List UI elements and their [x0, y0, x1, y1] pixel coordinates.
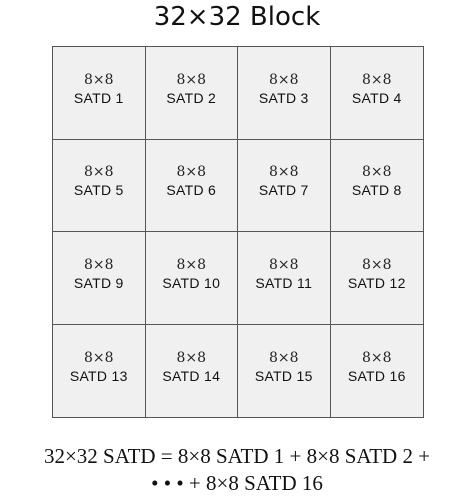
- sub-block-label: SATD 8: [351, 182, 402, 199]
- sub-block-6: [146, 140, 239, 233]
- sub-block-label: SATD 9: [73, 274, 124, 291]
- sub-block-8: [331, 140, 424, 233]
- sub-block-label: SATD 4: [351, 89, 402, 106]
- sub-block-label: SATD 11: [255, 274, 313, 291]
- sub-block-label: SATD 6: [166, 182, 217, 199]
- sub-block-label: SATD 16: [347, 367, 406, 384]
- formula-line-1: 32×32 SATD = 8×8 SATD 1 + 8×8 SATD 2 +: [43, 444, 431, 468]
- sub-block-15: [238, 325, 331, 418]
- sub-block-5: [53, 140, 146, 233]
- sub-block-size: 8×8: [361, 71, 392, 88]
- formula-line-2: • • • + 8×8 SATD 16: [151, 471, 323, 495]
- sub-block-size: 8×8: [176, 256, 207, 273]
- sub-block-label: SATD 12: [347, 274, 406, 291]
- sub-block-9: [53, 232, 146, 325]
- sub-block-label: SATD 5: [73, 182, 124, 199]
- sub-block-4: [331, 47, 424, 140]
- sub-block-label: SATD 10: [162, 274, 221, 291]
- sub-block-10: [146, 232, 239, 325]
- sub-block-size: 8×8: [361, 256, 392, 273]
- sub-block-label: SATD 1: [73, 89, 124, 106]
- sub-block-label: SATD 3: [258, 89, 309, 106]
- sub-block-label: SATD 7: [258, 182, 309, 199]
- sub-block-1: [53, 47, 146, 140]
- sub-block-size: 8×8: [268, 256, 299, 273]
- diagram-title: 32×32 Block: [153, 2, 321, 32]
- sub-block-label: SATD 13: [69, 367, 128, 384]
- sub-block-label: SATD 2: [166, 89, 217, 106]
- sub-block-size: 8×8: [361, 349, 392, 366]
- sub-block-label: SATD 14: [162, 367, 221, 384]
- sub-block-16: [331, 325, 424, 418]
- sub-block-size: 8×8: [176, 164, 207, 181]
- sub-block-2: [146, 47, 239, 140]
- block-grid: [52, 46, 424, 418]
- sub-block-13: [53, 325, 146, 418]
- sub-block-11: [238, 232, 331, 325]
- sub-block-size: 8×8: [176, 349, 207, 366]
- sub-block-size: 8×8: [83, 349, 114, 366]
- sub-block-size: 8×8: [268, 71, 299, 88]
- sub-block-7: [238, 140, 331, 233]
- sub-block-size: 8×8: [83, 71, 114, 88]
- sub-block-label: SATD 15: [254, 367, 313, 384]
- sub-block-size: 8×8: [361, 164, 392, 181]
- sub-block-size: 8×8: [83, 256, 114, 273]
- sub-block-3: [238, 47, 331, 140]
- sub-block-size: 8×8: [268, 349, 299, 366]
- sub-block-size: 8×8: [268, 164, 299, 181]
- sub-block-12: [331, 232, 424, 325]
- sub-block-size: 8×8: [83, 164, 114, 181]
- sub-block-size: 8×8: [176, 71, 207, 88]
- sub-block-14: [146, 325, 239, 418]
